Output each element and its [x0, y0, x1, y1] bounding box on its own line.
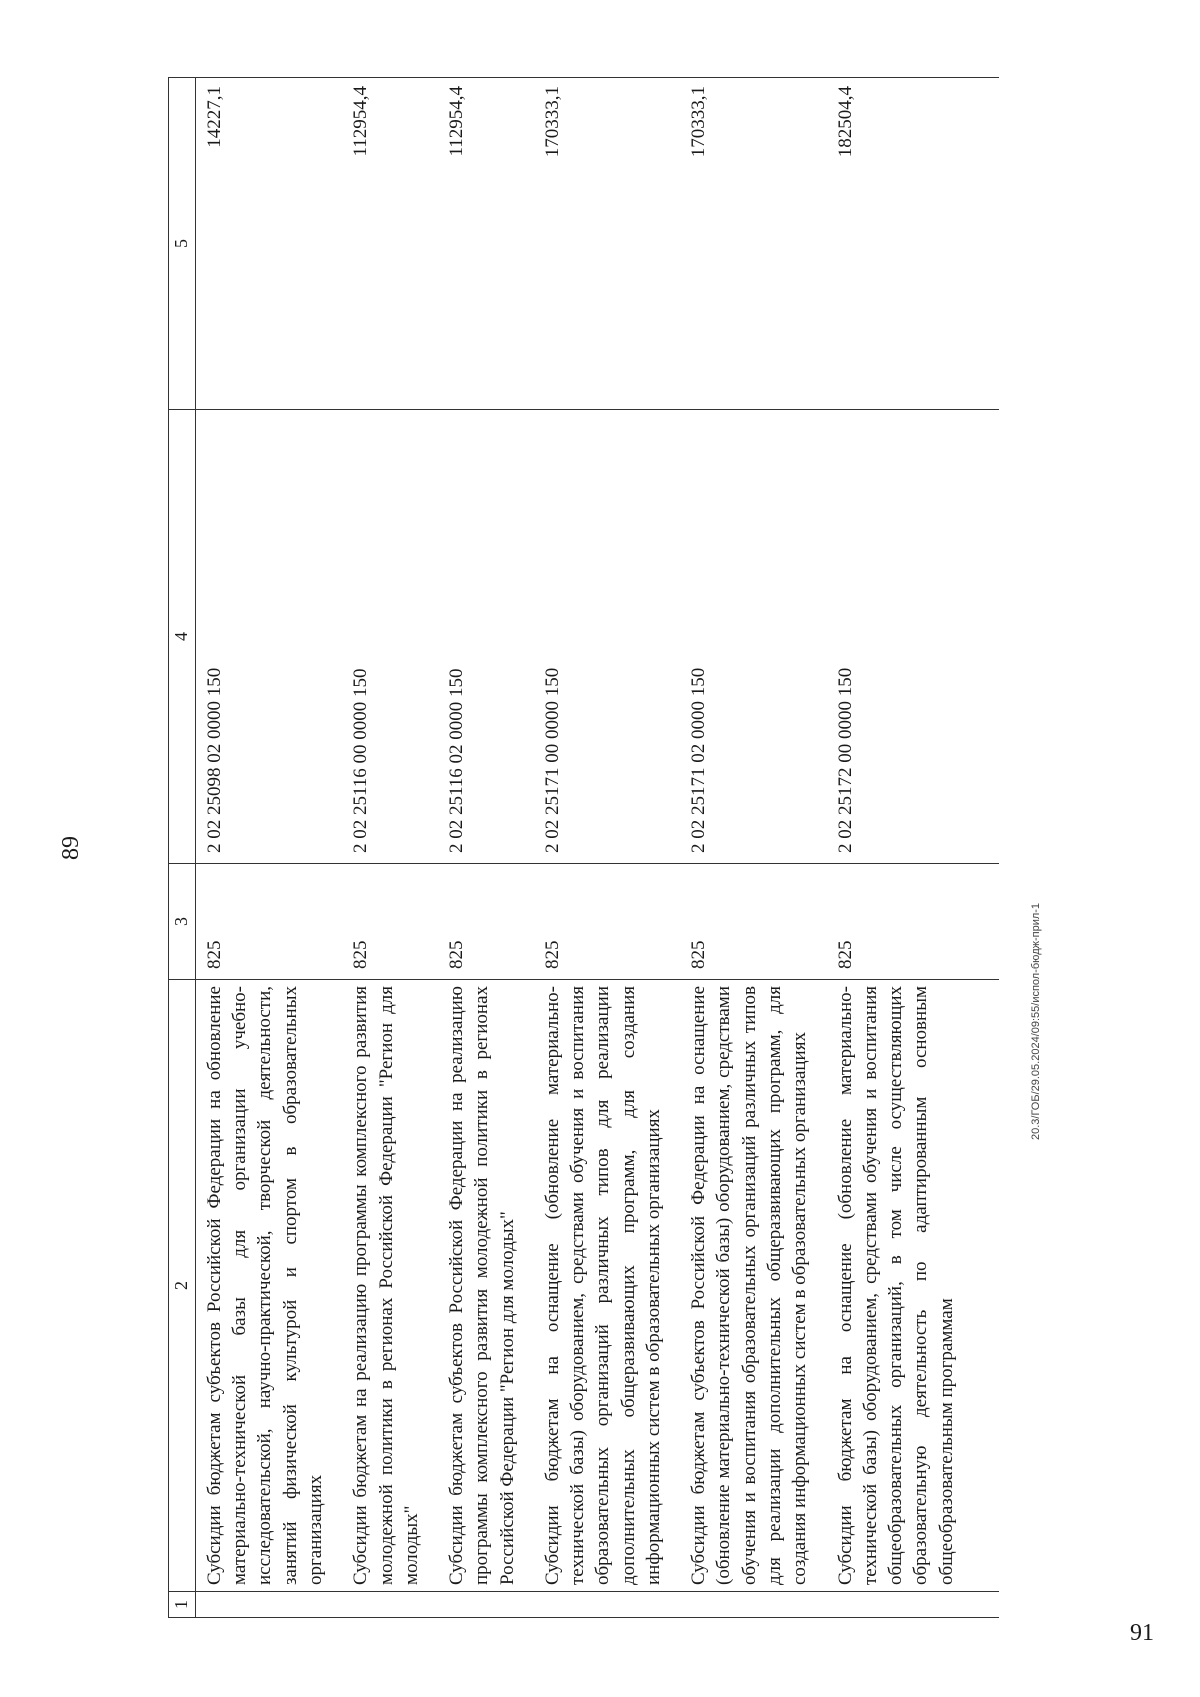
amount-cell: 112954,4 [342, 78, 438, 410]
header-col-2: 2 [169, 980, 196, 1592]
row-number-cell [534, 1592, 680, 1618]
budget-code-cell: 2 02 25172 00 0000 150 [827, 410, 999, 864]
row-number-cell [195, 1592, 342, 1618]
budget-code-cell: 2 02 25116 00 0000 150 [342, 410, 438, 864]
amount-cell: 14227,1 [195, 78, 342, 410]
admin-code-cell: 825 [827, 864, 999, 980]
admin-code-cell: 825 [534, 864, 680, 980]
amount-cell: 182504,4 [827, 78, 999, 410]
budget-table [168, 77, 999, 1618]
description-cell: Субсидии бюджетам субъектов Российской Федерации на обновление материально-технической базы для организации учебно-исследовательской, научно-практической, творческой деятельности, занятий физической культурой и спортом в образовательных организациях [195, 980, 342, 1592]
table-row [438, 78, 534, 1618]
header-col-4: 4 [169, 410, 196, 864]
table-row [827, 78, 999, 1618]
rotated-page [58, 78, 957, 1618]
description-cell: Субсидии бюджетам на оснащение (обновление материально-технической базы) оборудованием, средствами обучения и воспитания образовательных организаций различных типов для реализации дополнительных общеразвивающих программ, для создания информационных систем в образовательных организациях [534, 980, 680, 1592]
amount-cell: 170333,1 [534, 78, 680, 410]
description-cell: Субсидии бюджетам субъектов Российской Федерации на оснащение (обновление материально-технической базы) оборудованием, средствами обучения и воспитания образовательных организаций различных типов для реализации дополнительных общеразвивающих программ, для создания информационных систем в образовательных организациях [680, 980, 826, 1592]
row-number-cell [438, 1592, 534, 1618]
description-cell: Субсидии бюджетам на реализацию программы комплексного развития молодежной политики в регионах Российской Федерации "Регион для молодых" [342, 980, 438, 1592]
amount-cell: 170333,1 [680, 78, 826, 410]
header-row [169, 78, 196, 1618]
description-cell: Субсидии бюджетам субъектов Российской Федерации на реализацию программы комплексного развития молодежной политики в регионах Российской Федерации "Регион для молодых" [438, 980, 534, 1592]
budget-code-cell: 2 02 25171 02 0000 150 [680, 410, 826, 864]
header-col-3: 3 [169, 864, 196, 980]
admin-code-cell: 825 [195, 864, 342, 980]
row-number-cell [680, 1592, 826, 1618]
footer-stamp: 20.3/ГОБ/29.05.2024/09:55/испол-бюдж-прил-1 [1030, 902, 1042, 1140]
admin-code-cell: 825 [438, 864, 534, 980]
row-number-cell [342, 1592, 438, 1618]
header-col-5: 5 [169, 78, 196, 410]
budget-code-cell: 2 02 25098 02 0000 150 [195, 410, 342, 864]
header-col-1: 1 [169, 1592, 196, 1618]
admin-code-cell: 825 [342, 864, 438, 980]
page-number: 89 [58, 836, 84, 860]
table-row [195, 78, 342, 1618]
table-row [680, 78, 826, 1618]
row-number-cell [827, 1592, 999, 1618]
table-row [534, 78, 680, 1618]
budget-code-cell: 2 02 25171 00 0000 150 [534, 410, 680, 864]
description-cell: Субсидии бюджетам на оснащение (обновление материально-технической базы) оборудованием, средствами обучения и воспитания общеобразовательных организаций, в том числе осуществляющих образовательную деятельность по адаптированным основным общеобразовательным программам [827, 980, 999, 1592]
table-row [342, 78, 438, 1618]
amount-cell: 112954,4 [438, 78, 534, 410]
sheet-number: 91 [1130, 1620, 1154, 1646]
admin-code-cell: 825 [680, 864, 826, 980]
budget-code-cell: 2 02 25116 02 0000 150 [438, 410, 534, 864]
